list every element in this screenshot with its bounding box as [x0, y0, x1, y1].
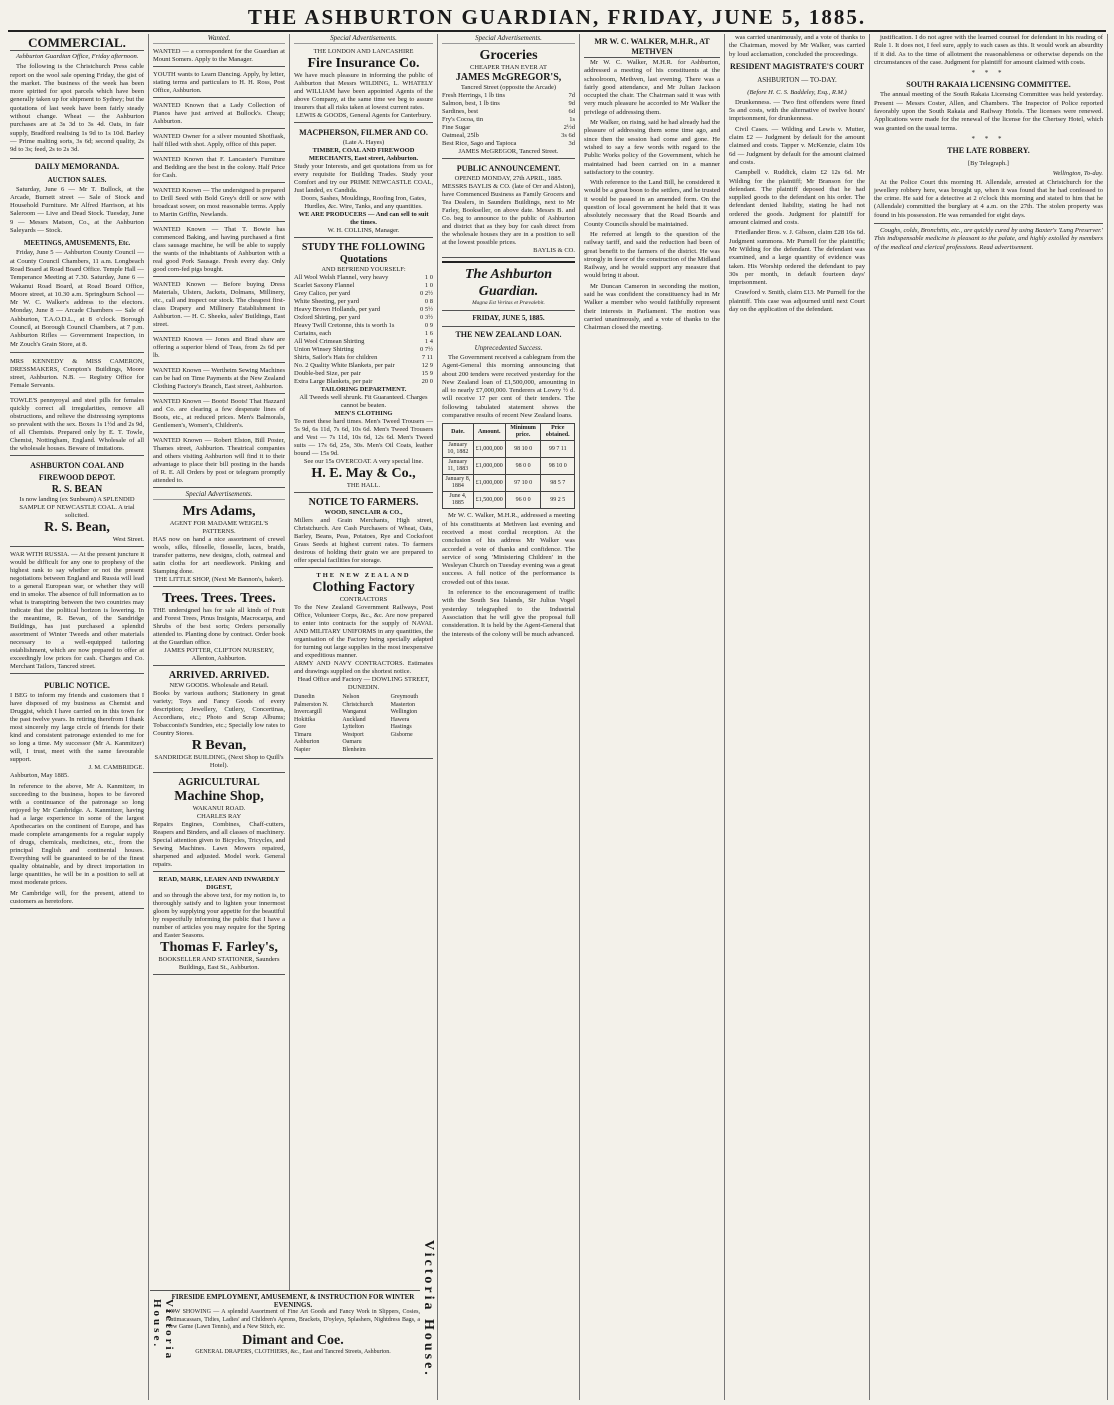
- branch-item: Ashburton: [294, 739, 320, 745]
- wanted-ad: [153, 154, 285, 183]
- fire-sub: THE LONDON AND LANCASHIRE: [313, 48, 414, 55]
- court-text: Crawford v. Smith, claim £13. Mr Purnell for the plaintiff. This case was adjourned until next Court day on the application of the defendant.: [729, 289, 865, 314]
- loan-header-cell: Price obtained.: [541, 424, 575, 441]
- walker-text: With reference to the Land Bill, he considered it would be a great boon to the settlers, and he trusted it would be passed in an amended form. On the question of local government he held that it was absolutely necessary that the Road Boards and County Councils should be maintained.: [584, 179, 720, 228]
- robbery-place: Wellington, To-day.: [1052, 170, 1103, 178]
- groceries-address: Tancred Street (opposite the Arcade): [460, 84, 557, 91]
- branch-item: Christchurch: [342, 701, 374, 708]
- public-notice-text2: In reference to the above, Mr A. Kanmitzer, in succeeding to the business, hopes to be favored with a continuance of the patronage so long enjoyed by Mr Cambridge. A. Kanmitzer, having had a large experience in some of the largest Apothecaries on the continent of Europe, and has made complete arrangements for a regular supply of drugs, chemicals, medicines, etc., from the principal English and continental houses. Everything will be guaranteed to be of the finest quality obtainable, and by direct importation in large quantities, he will be in a position to sell at most moderate prices.: [10, 782, 144, 886]
- farmers-notice-ad: [294, 495, 433, 568]
- grocery-price: 7d: [568, 92, 575, 99]
- mac-producers: WE ARE PRODUCERS — And can sell to suit the times.: [298, 211, 429, 226]
- groceries-sub: CHEAPER THAN EVER AT: [470, 64, 547, 71]
- public-announcement-signature: BAYLIS & CO.: [533, 247, 575, 254]
- wanted-ad-text: WANTED Known — That T. Bowie has commenced Baking, and having purchased a first class sausage machine, he will be able to supply the wants of the inhabitants of Ashburton with a real good Pork Sausage. Fresh every day. Only good corn-fed pigs bought.: [153, 226, 285, 273]
- loan-cell: 98 5 7: [541, 475, 575, 492]
- grocery-price: 1s: [569, 116, 575, 123]
- loan-cell: January 11, 1883: [443, 458, 474, 475]
- grocery-row: [442, 116, 575, 124]
- walker-text: He referred at length to the question of the railway tariff, and said the reduction had been of great benefit to the farmers of the district. He was strongly in favor of the construction of the Midland Railway, and he would support any measure that would bring it about.: [584, 230, 720, 280]
- wanted-ad-text: WANTED Known — Jones and Brad shaw are offering a superior blend of Teas, from 2s 6d per lb.: [153, 336, 285, 359]
- price-value: 12 9: [421, 362, 433, 369]
- court-sub: ASHBURTON — TO-DAY.: [757, 75, 837, 84]
- court-text: Drunkenness. — Two first offenders were fined 5s and costs, with the alternative of twelve hours' imprisonment, for drunkenness.: [729, 98, 865, 123]
- groceries-list: [442, 92, 575, 148]
- price-value: 7 11: [421, 354, 433, 361]
- farmers-body: Millers and Grain Merchants, High street, Christchurch. Are Cash Purchasers of Wheat, Oats, Barley, Beans, Peas, Potatoes, Rye and Cocksfoot Grass Seeds at highest current rates. To farmers desirous of holding their grain we are prepared to offer special facilities for storage.: [294, 517, 433, 564]
- price-item: Scarlet Saxony Flannel: [294, 282, 355, 289]
- loan-cell: 98 10 0: [505, 441, 541, 458]
- branch-item: Wellington: [390, 709, 418, 715]
- price-item: All Wool Welsh Flannel, very heavy: [294, 274, 389, 281]
- wanted-ad-text: WANTED Known — Before buying Dress Materials, Ulsters, Jackets, Dolmans, Millinery, etc., call and inspect our stock. The cheapest first-class Drapery and Millinery Establishment in Ashburton. — H. C. Sheeks, sales' Buildings, East street.: [153, 281, 285, 328]
- loan-cell: 98 0 0: [505, 458, 541, 475]
- arrived-list: Books by various authors; Stationery in great variety; Toys and Fancy Goods of every description; Jewellery, Cutlery, Concertinas, Accordians, etc.; Photo and Scrap Albums; Tobacconist's Sundries, etc.; Specially low rates to Country Stores.: [153, 690, 285, 737]
- daily-memoranda-heading: DAILY MEMORANDA.: [34, 161, 120, 171]
- loan-row: [443, 441, 575, 458]
- branch-item: Hastings: [390, 724, 412, 730]
- coal-ad: [10, 458, 144, 547]
- loan-table: [442, 423, 575, 509]
- coal-signature: R. S. Bean,: [44, 519, 110, 535]
- arrived-sub: NEW GOODS. Wholesale and Retail.: [169, 682, 269, 689]
- fireside-body: NOW SHOWING — A splendid Assortment of Fine Art Goods and Fancy Work in Slippers, Cosies, Antimacassars, Tidies, Ladies' and Children's Aprons, Brackets, D'oyleys, Splashers, Nightdress Bags, a New Game (Lawn Tennis), and a New Stitch, etc.: [166, 1309, 420, 1330]
- robbery-heading: THE LATE ROBBERY.: [947, 146, 1030, 156]
- price-value: 0 5½: [420, 306, 433, 313]
- special-ads-heading: Special Advertisements.: [294, 34, 433, 44]
- price-row: [294, 274, 433, 282]
- grocery-item: Sardines, best: [442, 108, 479, 115]
- public-notice: [10, 676, 144, 909]
- leader-text3: In reference to the encouragement of traffic with the South Sea Islands, Sir Julius Vogel yesterday telegraphed to the Industrial Association that he will give the proposal full consideration. It is held by the Agent-General that the interests of the colony will be much advanced.: [442, 589, 575, 638]
- branch-item: Gore: [294, 724, 306, 730]
- nz-office: Head Office and Factory — DOWLING STREET, DUNEDIN.: [297, 676, 430, 691]
- coal-name: R. S. BEAN: [51, 483, 103, 495]
- wanted-ad: [153, 334, 285, 363]
- nz-sub: CONTRACTORS: [339, 596, 388, 603]
- grocery-price: 2½d: [563, 124, 575, 131]
- court-text: Civil Cases. — Wilding and Lewis v. Mutter, claim £2 — Judgment by default for the amount claimed and costs. Tapper v. McKenzie, claim 10s 6d — Judgment by default for the amount claimed and costs.: [729, 125, 865, 166]
- public-notice-heading: PUBLIC NOTICE.: [44, 680, 110, 690]
- wanted-ad: [153, 224, 285, 277]
- agricultural-heading: AGRICULTURAL: [178, 777, 260, 788]
- farley-name: Thomas F. Farley's,: [160, 940, 278, 955]
- robbery-text: At the Police Court this morning H. Allendale, arrested at Christchurch for the jewellery robbery here, was brought up, when it was found that he had confessed to the crime. He said for a detective at 2 o'clock this morning and stated to him that he (Allendale) committed the burglary at 4 a.m. on the 27th. The stolen property was found in his possession. He was remanded for eight days.: [874, 178, 1103, 219]
- loan-cell: £1,000,000: [473, 475, 505, 492]
- quotations-ad: [294, 240, 433, 493]
- farmers-heading: NOTICE TO FARMERS.: [308, 497, 419, 508]
- quotations-sub: AND BEFRIEND YOURSELF:: [321, 266, 406, 273]
- arrived-ad: [153, 668, 285, 773]
- price-value: 0 9: [424, 322, 433, 329]
- nz-heading: THE NEW ZEALAND: [316, 572, 411, 579]
- mac-body: TIMBER, COAL AND FIREWOOD MERCHANTS, East street, Ashburton.: [308, 147, 419, 162]
- leader-text: The Government received a cablegram from the Agent-General this morning announcing that about 200 tenders were received yesterday for the New Zealand loan of £1,500,000, amounting in all to nearly £7,000,000. Tenderers at Lowry ½ d. will receive 17 per cent of their tenders. The following tabulated statement shows the comparative results of recent New Zealand loans.: [442, 354, 575, 420]
- adams-sub: AGENT FOR MADAME WEIGEL'S PATTERNS.: [169, 520, 269, 535]
- branch-item: Oamaru: [342, 739, 362, 745]
- continued-text: was carried unanimously, and a vote of thanks to the Chairman, moved by Mr Walker, was carried by loud acclamation, concluded the proceedings.: [729, 34, 865, 58]
- wanted-ad-text: WANTED Known — The undersigned is prepared to Drill Seed with Bold Grey's drill or sow with broadcast sower, on most reasonable terms. Apply to Martin Griffin, Newlands.: [153, 187, 285, 218]
- price-item: Heavy Twill Cretonne, this is worth 1s: [294, 322, 395, 329]
- walker-text: Mr W. C. Walker, M.H.R. for Ashburton, addressed a meeting of his constituents at the schoolroom, Methven, last evening. There was a fairly good attendance, and Mr Julian Jackson occupied the chair. The Chairman said it was with very much pleasure he accorded to Mr Walker the privilege of addressing them.: [584, 59, 720, 116]
- agricultural-body: Repairs Engines, Combines, Chaff-cutters, Reapers and Binders, and all classes of machinery. Special attention given to Bicycles, Tricycles, and Sewing Machines. Lawn Mowers repaired, sharpened and adjusted. Model work. General repairs.: [153, 821, 285, 868]
- victoria-house-right: Victoria House.: [421, 1240, 436, 1378]
- arrived-address: SANDRIDGE BUILDING, (Next Shop to Quill's Hotel).: [154, 754, 284, 769]
- mac-items: Doors, Sashes, Mouldings, Roofing Iron, Gates, Hurdles, &c. Wire, Tanks, and any quantities.: [301, 195, 426, 210]
- loan-cell: 99 7 11: [541, 441, 575, 458]
- wanted-ad-text: WANTED Known — Wertheim Sewing Machines can be had on Time Payments at the New Zealand Clothing Factory's Branch, East street, Ashburton.: [153, 367, 285, 390]
- loan-cell: £1,000,000: [473, 441, 505, 458]
- price-item: Shirts, Sailor's Hats for children: [294, 354, 378, 361]
- price-row: [294, 346, 433, 354]
- nz-army: ARMY AND NAVY CONTRACTORS. Estimates and drawings supplied on the shortest notice.: [294, 660, 433, 675]
- loan-header-cell: Minimum price.: [505, 424, 541, 441]
- mac-manager: W. H. COLLINS, Manager.: [327, 227, 400, 234]
- column-walker-address: [580, 34, 725, 1400]
- trees-body: THE undersigned has for sale all kinds of Fruit and Forest Trees, Pinus Insignis, Macrocarpa, and Shrubs of the best sorts; Orders personally attended to. Planting done by contract. Order book at the Guardian office.: [153, 607, 285, 646]
- loan-header-cell: Amount.: [473, 424, 505, 441]
- clothing-factory-ad: [294, 570, 433, 759]
- tailoring-heading: TAILORING DEPARTMENT.: [320, 386, 407, 393]
- wanted-ad-text: WANTED Known — Robert Elston, Bill Poster, Thames street, Ashburton. Theatrical companies and others visiting Ashburton will find it to their advantage to place their bill posting in the hands of R. E. All Orders by post or telegram promptly attended to.: [153, 437, 285, 484]
- price-item: Double-bed Size, per pair: [294, 370, 361, 377]
- price-row: [294, 354, 433, 362]
- grocery-price: 6d: [568, 108, 575, 115]
- fireside-ad: [150, 1290, 436, 1402]
- nz-body: To the New Zealand Government Railways, Post Office, Volunteer Corps, &c., &c. Are now prepared to enter into contracts for the supply of NAVAL AND MILITARY UNIFORMS in any quantities, the organisation of the Factory being specially adapted for turning out large supplies in the most inexpensive and expeditious manner.: [294, 604, 433, 659]
- branch-item: Invercargill: [294, 709, 322, 715]
- wanted-ad-text: WANTED Known that a Lady Collection of Pianos have just arrived at Bullock's. Cheap; Ashburton.: [153, 102, 285, 125]
- branch-item: Auckland: [342, 716, 366, 723]
- price-value: 1 6: [424, 330, 433, 337]
- wanted-ad-text: WANTED Known — Boots! Boots! That Hazzard and Co. are clearing a few desperate lines of Boots, etc., at reduced prices. Men's Balmorals, Gentlemen's, Women's, Children's.: [153, 398, 285, 429]
- grocery-item: Fry's Cocoa, tin: [442, 116, 484, 123]
- public-announcement-heading: PUBLIC ANNOUNCEMENT.: [456, 164, 561, 173]
- branch-item: Napier: [294, 746, 311, 753]
- loan-table-header: [443, 424, 575, 441]
- read-mark-ad: [153, 874, 285, 975]
- branch-item: Hokitika: [294, 716, 315, 723]
- coal-street: West Street.: [112, 535, 144, 543]
- wanted-ad-text: WANTED Known that F. Lancaster's Furniture and Bedding are the best in the colony. Half Price for Cash.: [153, 156, 285, 179]
- public-notice-signature: J. M. CAMBRIDGE.: [88, 763, 144, 771]
- mac-sub: (Late A. Hayes): [342, 139, 385, 146]
- nameplate: The Ashburton Guardian.: [464, 267, 552, 299]
- grocery-row: [442, 100, 575, 108]
- column-wanted: [149, 34, 290, 1400]
- grocery-item: Salmon, best, 1 lb tins: [442, 100, 500, 107]
- fire-name: Fire Insurance Co.: [307, 56, 420, 71]
- branch-item: Masterton: [390, 701, 415, 708]
- public-notice-text: I BEG to inform my friends and customers that I have disposed of my business as Chemist and Druggist, which I have carried on in this town for the past twelve years. In retiring therefrom I thank most sincerely my large circle of friends for their kind and consistent patronage extended to me for so long a time. My successor (Mr A. Kanmitzer) will, I trust, meet with the same favourable support.: [10, 691, 144, 763]
- court-bench: (Before H. C. S. Baddeley, Esq., R.M.): [747, 88, 847, 96]
- fire-body: We have much pleasure in informing the public of Ashburton that Messrs WILDING, L. WHATELY and WILLIAM have been appointed Agents of the above Company, at the same time we beg to assure insurers that all risks taken at lowest current rates.: [294, 72, 433, 111]
- price-row: [294, 306, 433, 314]
- branch-list: [294, 694, 433, 754]
- masthead: [8, 4, 1106, 32]
- walker-text: Mr Duncan Cameron in seconding the motion, said he was confident the constituency had in Mr Walker a member who would faithfully represent their interests in Parliament. The motion was carried unanimously, and a vote of thanks to the Chairman closed the meeting.: [584, 282, 720, 332]
- farley-sub: BOOKSELLER AND STATIONER, Saunders Buildings, East St., Ashburton.: [158, 956, 280, 971]
- fire-insurance-ad: [294, 46, 433, 123]
- branch-item: Westport: [342, 731, 364, 738]
- price-item: Heavy Brown Hollands, per yard: [294, 306, 381, 313]
- loan-cell: June 4, 1885: [443, 492, 474, 509]
- baxter-ad: Coughs, colds, Bronchitis, etc., are quickly cured by using Baxter's 'Lung Preserver.' This indispensable medicine is pleasant to the palate, and highly extolled by members of the medical and clerical professions. Read advertisement.: [874, 227, 1103, 251]
- loan-row: [443, 458, 575, 475]
- price-value: 0 3½: [420, 314, 433, 321]
- wanted-ad: [153, 365, 285, 394]
- walker-text: Mr Walker, on rising, said he had already had the pleasure of addressing them some time ago, and since then the session had come and gone. He wished to say a few words with regard to the Public Works policy of the Government, which he maintained had been carried on in a manner satisfactory to the country.: [584, 119, 720, 176]
- grocery-price: 3d: [568, 140, 575, 147]
- trees-heading: Trees. Trees. Trees.: [162, 591, 276, 606]
- licensing-text: The annual meeting of the South Rakaia Licensing Committee was held yesterday. Present — Messrs Coster, Allen, and Chambers. The Inspector of Police reported favorably upon the South Rakaia and Railway Hotels. The licenses were renewed. Applications were made for the renewal of the license for the Chertsey Hotel, which was granted on the usual terms.: [874, 91, 1103, 132]
- fireside-address: GENERAL DRAPERS, CLOTHIERS, &c., East and Tancred Streets, Ashburton.: [195, 1348, 391, 1355]
- price-value: 1 0: [424, 274, 433, 281]
- commercial-heading: COMMERCIAL.: [10, 35, 144, 51]
- issue-date: FRIDAY, JUNE 5, 1885.: [472, 314, 545, 322]
- leader-heading: THE NEW ZEALAND LOAN.: [455, 330, 562, 339]
- wanted-ad-text: WANTED — a correspondent for the Guardian at Mount Somers. Apply to the Manager.: [153, 48, 285, 63]
- fireside-signature: Dimant and Coe.: [242, 1332, 344, 1348]
- price-list: [294, 274, 433, 386]
- public-announcement-sub: OPENED MONDAY, 27th APRIL, 1885.: [454, 175, 563, 182]
- market-report: The following is the Christchurch Press cable report on the wool sale opening Friday, the gist of the market. The business of the week has been more spirited for spot parcels which have been generally taken up for shipment to Sydney; but the quotations of last week have been fairly steady without change. Wheat — the Ashburton purchases are at 3s 3d to 3s 4d. Oats, in fair supply, Bradford realising 1s 9d to 1s 10d. Barley — Prime malting sorts, 3s 6d; second quality, 2s 9d to 3s; feed, 2s to 2s 3d.: [10, 63, 144, 154]
- loan-cell: 99 2 5: [541, 492, 575, 509]
- loan-row: [443, 492, 575, 509]
- branch-item: Timaru: [294, 731, 312, 738]
- agricultural-ad: [153, 775, 285, 872]
- wanted-ad-text: WANTED Owner for a silver mounted Shotfiask, half filled with shot. Apply, office of this paper.: [153, 133, 285, 148]
- groceries-signature: JAMES McGREGOR, Tancred Street.: [458, 148, 559, 155]
- public-notice-date: Ashburton, May 1885.: [10, 771, 69, 779]
- price-row: [294, 298, 433, 306]
- loan-cell: 96 0 0: [505, 492, 541, 509]
- market-intro: Ashburton Guardian Office, Friday afternoon.: [16, 53, 139, 60]
- arrived-signature: R Bevan,: [191, 738, 247, 753]
- continued-text: justification. I do not agree with the learned counsel for defendant in his reading of Rule 1. It does not, I feel sure, apply to such cases as this. It would work an absurdity if it did. As to the time of allotment the reasonableness or otherwise depends on the circumstances of the case. Judgment for plaintiff for amount claimed with costs.: [874, 34, 1103, 66]
- public-notice-footer: Mr Cambridge will, for the present, attend to customers as heretofore.: [10, 889, 144, 905]
- wanted-ad: [153, 100, 285, 129]
- agricultural-owner: CHARLES RAY: [196, 813, 242, 820]
- price-row: [294, 362, 433, 370]
- column-news: justification. I do not agree with the learned counsel for defendant in his reading of Rule 1. It does not, I feel sure, apply to such cases as this. It would work an absurdity if it did. As to the time of allotment the reasonableness or otherwise depends on the circumstances of the case. Judgment for plaintiff for amount claimed with costs. * * * SOUTH RAKAIA LICENSING COMMITTEE. The annual meeting of the South Rakaia Licensing Committee was held yesterday. Present — Messrs Coster, Allen, and Chambers. The Inspector of Police reported favorably upon the South Rakaia and Railway Hotels. The licenses were renewed. Applications were made for the renewal of the license for the Chertsey Hotel, which was granted on the usual terms. * * * THE LATE ROBBERY. [By Telegraph.] Wellington, To-day. At the Police Court this morning H. Allendale, arrested at Christchurch for the jewellery robbery here, was brought up, when it was found that he had confessed to the crime. He said for a detective at 2 o'clock this morning and stated to him that he (Allendale) committed the burglary at 4 a.m. on the 27th. The stolen property was found in his possession. He was remanded for eight days. Coughs, colds, Bronchitis, etc., are quickly cured by using Baxter's 'Lung Preserver.' This indispensable medicine is pleasant to the palate, and highly extolled by members of the medical and clerical professions. Read advertisement.: [870, 34, 1108, 1400]
- walker-heading: MR W. C. WALKER, M.H.R., AT METHVEN: [584, 37, 720, 58]
- column-leader: [438, 34, 580, 1400]
- price-item: Oxford Shirting, per yard: [294, 314, 361, 321]
- price-row: [294, 378, 433, 386]
- fireside-heading: FIRESIDE EMPLOYMENT, AMUSEMENT, & INSTRUCTION FOR WINTER EVENINGS.: [171, 1293, 415, 1309]
- towle-ad-text: TOWLE'S pennyroyal and steel pills for females quickly correct all irregularities, remove all obstructions, and relieve the distressing symptoms so prevalent with the sex. Boxes 1s 1½d and 2s 9d, of all Chemists. Prepared only by E. T. Towle, Chemist, Nottingham, England. Wholesale of all the wholesale houses. Beware of imitations.: [10, 396, 144, 452]
- tailoring-body: All Tweeds well shrunk. Fit Guaranteed. Charges cannot be beaten.: [299, 394, 428, 409]
- trees-ad: [153, 589, 285, 666]
- mac-name: MACPHERSON, FILMER AND CO.: [299, 128, 428, 137]
- branch-item: Gisborne: [390, 731, 413, 738]
- column-commercial: [6, 34, 149, 1400]
- loan-row: [443, 475, 575, 492]
- price-row: [294, 314, 433, 322]
- wanted-ad: [153, 131, 285, 152]
- wanted-ad: [153, 69, 285, 98]
- wanted-ad-text: YOUTH wants to Learn Dancing. Apply, by letter, stating terms and particulars to H. H. Ross, Post Office, Ashburton.: [153, 71, 285, 94]
- clothing-heading: MEN'S CLOTHING: [334, 410, 393, 417]
- auction-text: Saturday, June 6 — Mr T. Bullock, at the Arcade, Burnett street — Sale of Stock and Household Furniture. Mr Alfred Harrison, at his Saleroom — Live and Dead Stock. Tuesday, June 9 — Messrs Matson, Co., at the Ashburton Saleyards — Stock.: [10, 185, 144, 235]
- nameplate-motto: Magna Est Veritas et Prævalebit.: [472, 300, 545, 306]
- price-row: [294, 322, 433, 330]
- price-row: [294, 370, 433, 378]
- meetings-heading: MEETINGS, AMUSEMENTS, Etc.: [23, 239, 131, 248]
- court-heading: RESIDENT MAGISTRATE'S COURT: [729, 61, 865, 71]
- robbery-sub: [By Telegraph.]: [968, 160, 1009, 168]
- nz-name: Clothing Factory: [312, 580, 415, 595]
- grocery-row: [442, 108, 575, 116]
- coal-body: Is now landing (ex Sunbeam) A SPLENDID SAMPLE OF NEWCASTLE COAL. A trial solicited.: [19, 495, 135, 519]
- grocery-item: Fresh Herrings, 1 lb tins: [442, 92, 506, 99]
- groceries-ad: [442, 46, 575, 159]
- wanted-ad: [153, 279, 285, 332]
- leader-sub: Unprecedented Success.: [474, 344, 543, 352]
- licensing-heading: SOUTH RAKAIA LICENSING COMMITTEE.: [906, 80, 1071, 90]
- loan-header-cell: Date.: [443, 424, 474, 441]
- loan-cell: £1,500,000: [473, 492, 505, 509]
- price-value: 15 9: [421, 370, 433, 377]
- price-value: 1 0: [424, 282, 433, 289]
- grocery-row: [442, 124, 575, 132]
- court-text: Campbell v. Ruddick, claim £2 12s 6d. Mr Wilding for the plaintiff; Mr Branson for the defendant. The plaintiff deposed that he had supplied goods to the defendant on his order. The defendant denied liability, stating he had not ordered the goods. Judgment for plaintiff for amount claimed and costs.: [729, 169, 865, 227]
- auction-heading: AUCTION SALES.: [47, 175, 107, 184]
- wanted-ad: [153, 396, 285, 433]
- court-text: Friedlander Bros. v. J. Gibson, claim £28 16s 6d. Judgment summons. Mr Purnell for the plaintiffs; Mr Wilding for the defendant. The defendant was examined, and a large quantity of evidence was taken. His Worship ordered the defendant to pay 30s per month, in default fourteen days' imprisonment.: [729, 229, 865, 287]
- price-item: Union Winsey Shirting: [294, 346, 354, 353]
- branch-item: Wanganui: [342, 709, 367, 715]
- grocery-item: Oatmeal, 25lb: [442, 132, 479, 139]
- macpherson-ad: [294, 125, 433, 238]
- wanted-heading: Wanted.: [153, 34, 285, 44]
- price-row: [294, 290, 433, 298]
- grocery-price: 3s 6d: [561, 132, 575, 139]
- loan-cell: January 8, 1884: [443, 475, 474, 492]
- coal-heading: ASHBURTON COAL AND FIREWOOD DEPOT.: [30, 460, 124, 482]
- grocery-row: [442, 140, 575, 148]
- branch-item: Dunedin: [294, 694, 315, 700]
- branch-item: Greymouth: [390, 694, 418, 700]
- grocery-row: [442, 132, 575, 140]
- price-value: 1 4: [424, 338, 433, 345]
- price-value: 0 7½: [420, 346, 433, 353]
- public-announcement-body: MESSRS BAYLIS & CO. (late of Orr and Alston), have Commenced Business as Family Grocers and Tea Dealers, in Saunders Buildings, next to Mr Farley, Bookseller, on above date. Messrs B. and Co. beg to announce to the public of Ashburton and district that as they buy for cash direct from the wholesale houses they are in a position to sell at the lowest possible prices.: [442, 183, 575, 246]
- quotations-heading: STUDY THE FOLLOWING Quotations: [301, 242, 426, 265]
- loan-cell: January 10, 1882: [443, 441, 474, 458]
- may-address: THE HALL.: [346, 482, 381, 489]
- price-value: 0 2½: [420, 290, 433, 297]
- mac-text: Study your Interests, and get quotations from us for every requisite for Building Trades. Study your Comfort and try our PRIME NEWCASTLE COAL, Just landed, ex Candida.: [294, 163, 433, 194]
- special-ads-heading: Special Advertisements.: [442, 34, 575, 44]
- loan-cell: 97 10 0: [505, 475, 541, 492]
- grocery-item: Fine Sugar: [442, 124, 471, 131]
- may-name: H. E. May & Co.,: [311, 466, 416, 481]
- column-special-ads: [290, 34, 438, 1400]
- loan-cell: £1,000,000: [473, 458, 505, 475]
- agricultural-address: WAKANUI ROAD.: [192, 805, 246, 812]
- war-ad: [10, 549, 144, 674]
- price-item: All Wool Crimean Shirting: [294, 338, 365, 345]
- branch-item: Hawera: [390, 716, 410, 723]
- column-court: [725, 34, 870, 1400]
- price-item: Curtains, each: [294, 330, 332, 337]
- trees-signature: JAMES POTTER, CLIFTON NURSERY, Allenton, Ashburton.: [164, 647, 274, 662]
- special-ads-heading: Special Advertisements.: [153, 490, 285, 500]
- masthead-title: THE ASHBURTON GUARDIAN, FRIDAY, JUNE 5, 1885.: [247, 5, 867, 29]
- clothing-body: To meet these hard times. Men's Tweed Trousers — 5s 9d, 6s 11d, 7s 6d, 10s 6d. Men's Tweed Trousers and Vest — 7s 11d, 10s 6d, 12s 6d. Men's Tweed suits — 17s 6d, 25s, 30s. Men's Oil Coats, leather bound — 15s 9d.: [294, 418, 433, 457]
- branch-item: Lyttelton: [342, 724, 364, 730]
- price-value: 0 8: [424, 298, 433, 305]
- adams-shop: THE LITTLE SHOP, (Next Mr Bannon's, baker).: [154, 576, 284, 583]
- agricultural-name: Machine Shop,: [174, 789, 264, 804]
- loan-cell: 98 10 0: [541, 458, 575, 475]
- read-mark-heading: READ, MARK, LEARN AND INWARDLY DIGEST,: [158, 876, 280, 891]
- price-item: Grey Calico, per yard: [294, 290, 351, 297]
- kennedy-ad-text: MRS KENNEDY & MISS CAMERON, DRESSMAKERS, Compton's Buildings, Moore street, Ashburton. N.B. — Registry Office for Female Servants.: [10, 357, 144, 389]
- wanted-ad: [153, 435, 285, 488]
- leader-text2: Mr W. C. Walker, M.H.R., addressed a meeting of his constituents at Methven last evening and received a most cordial reception. At the conclusion of his address Mr Walker was accorded a vote of thanks and confidence. The service of song 'Ministering Children' in the Wesleyan Church on Tuesday evening was a great success. A full notice of the performance is crowded out of this issue.: [442, 512, 575, 586]
- price-row: [294, 330, 433, 338]
- loan-table-body: [443, 441, 575, 509]
- arrived-heading: ARRIVED. ARRIVED.: [168, 670, 270, 681]
- price-item: White Sheeting, per yard: [294, 298, 359, 305]
- fire-signature: LEWIS & GOODS, General Agents for Canterbury.: [295, 112, 432, 119]
- adams-name: Mrs Adams,: [182, 504, 256, 519]
- towle-ad: [10, 395, 144, 456]
- wanted-ad: [153, 185, 285, 222]
- grocery-row: [442, 92, 575, 100]
- branch-item: Palmerston N.: [294, 701, 329, 708]
- meetings-text: Friday, June 5 — Ashburton County Council — at County Council Chambers, 11 a.m. Longbeach Road Board at Road Board Office. Temple Hall — Temperance Meeting at 7.30. Saturday, June 6 — Wakanui Road Board, at Road Board Office, Moore street, at 10.30 a.m. Springburn School — Mr W. C. Walker's address to the electors. Monday, June 8 — Arcade Chambers — Sale of Ashburton, T.A.O.D.L., at 8 o'clock. Borough Council, at Borough Council Chambers, at 7 p.m. Ashburton Rifles — Government Inspection, in Mr Zouch's Grain Store, at 8.: [10, 249, 144, 348]
- price-row: [294, 338, 433, 346]
- kennedy-ad: [10, 356, 144, 393]
- adams-body: HAS now on hand a nice assortment of crewel wools, silks, filoselle, flosselle, laces, braids, transfer patterns, new designs, cloth, oatmeal and satin cloths for art needlework. Pinking and Stamping done.: [153, 536, 285, 575]
- price-value: 20 0: [421, 378, 433, 385]
- victoria-house-left: Victoria House.: [151, 1299, 175, 1362]
- branch-item: Nelson: [342, 694, 360, 700]
- wanted-ad: [153, 46, 285, 67]
- groceries-name: JAMES McGREGOR'S,: [455, 72, 562, 83]
- read-mark-body: and so through the above text, for my notion is, to thoroughly satisfy and to lighten your innermost gloom by supplying your appetite for the beautiful by respectfully informing the public that I have a number of articles you may require for the Spring and Easter Seasons.: [153, 892, 285, 939]
- public-announcement-ad: [442, 161, 575, 258]
- branch-item: Blenheim: [342, 746, 366, 753]
- war-ad-text: WAR WITH RUSSIA. — At the present juncture it would be difficult for any one to prophesy of the highest rank to say whether or not the present negotiations between England and Russia will lead to a general European war, or whether they will end in smoke. The absence of full information as to what is transpiring between the two countries may indicate that the political horizon is lowering. In the meantime, R. Bevan, of the Sandridge Buildings, has just purchased a splendid assortment of Winter Tweeds and other materials necessary to a well-equipped tailoring establishment, which are now prepared to offer at exceedingly low prices for cash. Charges and Co. Merchant Tailors, Tancred street.: [10, 550, 144, 670]
- price-item: No. 2 Quality White Blankets, per pair: [294, 362, 395, 369]
- price-item: Extra Large Blankets, per pair: [294, 378, 373, 385]
- grocery-item: Best Rice, Sago and Tapioca: [442, 140, 517, 147]
- farmers-name: WOOD, SINCLAIR & CO.,: [324, 509, 403, 516]
- overcoat-line: See our 15s OVERCOAT. A very special line.: [303, 458, 424, 465]
- price-row: [294, 282, 433, 290]
- adams-ad: [153, 502, 285, 587]
- groceries-heading: Groceries: [479, 48, 538, 63]
- grocery-price: 9d: [568, 100, 575, 107]
